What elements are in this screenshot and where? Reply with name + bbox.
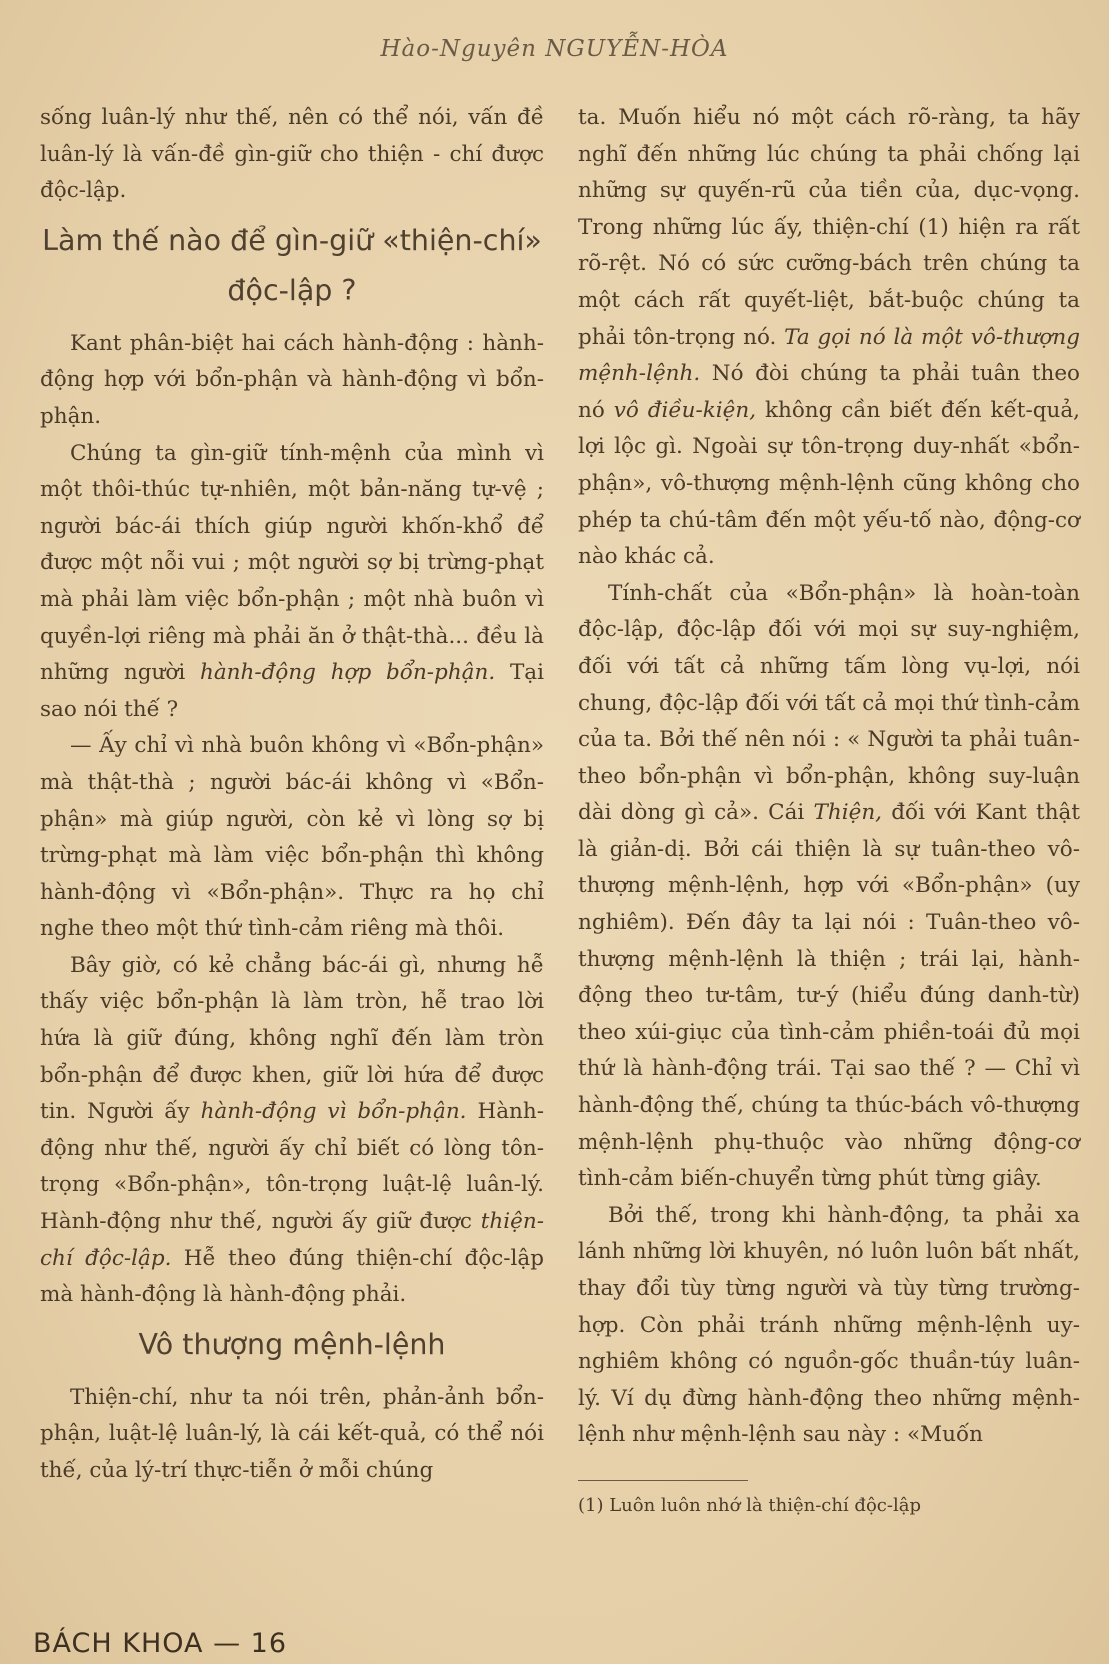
emphasis-text: vô điều-kiện, bbox=[613, 397, 757, 423]
text-run: Bây giờ, có kẻ chẳng bác-ái gì, nhưng hễ thấy việc bổn-phận là làm tròn, hễ trao lời hứa là giữ đúng, không nghĩ đến làm tròn bổn-phận để được khen, giữ lời hứa để được tin. Người ấy bbox=[40, 952, 544, 1125]
emphasis-text: thiện-chí độc-lập. bbox=[40, 1209, 544, 1271]
text-run: không cần biết đến kết-quả, lợi lộc gì. Ngoài sự tôn-trọng duy-nhất «bổn-phận», vô-thượng mệnh-lệnh cũng không cho phép ta chú-tâm đến một yếu-tố nào, động-cơ nào khác cả. bbox=[578, 397, 1080, 570]
text-run: Tính-chất của «Bổn-phận» là hoàn-toàn độc-lập, độc-lập đối với mọi sự suy-nghiệm, đối với tất cả những tấm lòng vụ-lợi, nói chung, độc-lập đối với tất cả mọi thứ tình-cảm của ta. Bởi thế nên nói : « Người ta phải tuân-theo bổn-phận vì bổn-phận, không suy-luận dài dòng gì cả». Cái bbox=[578, 580, 1080, 826]
emphasis-text: Ta gọi nó là một vô-thượng mệnh-lệnh. bbox=[578, 324, 1080, 387]
page-folio: BÁCH KHOA — 16 bbox=[33, 1628, 288, 1659]
text-run: ta. Muốn hiểu nó một cách rõ-ràng, ta hãy nghĩ đến những lúc chúng ta phải chống lại những sự quyến-rũ của tiền của, dục-vọng. Trong những lúc ấy, thiện-chí (1) hiện ra rất rõ-rệt. Nó có sức cưỡng-bách trên chúng ta một cách rất quyết-liệt, bắt-buộc chúng ta phải tôn-trọng nó. bbox=[578, 105, 1080, 350]
text-run: Hành-động như thế, người ấy chỉ biết có lòng tôn-trọng «Bổn-phận», tôn-trọng luật-lệ luân-lý. Hành-động như thế, người ấy giữ được bbox=[40, 1099, 544, 1235]
text-run: Tại sao nói thế ? bbox=[40, 660, 544, 722]
paragraph-chung-ta bbox=[40, 436, 544, 729]
section-heading-1: Làm thế nào để gìn-giữ «thiện-chí» độc-lập ? bbox=[42, 223, 542, 307]
emphasis-text: hành-động hợp bổn-phận. bbox=[199, 660, 496, 686]
paragraph-tinh-chat bbox=[578, 576, 1080, 1198]
paragraph-bay-gio bbox=[40, 948, 544, 1314]
text-run: Nó đòi chúng ta phải tuân theo nó bbox=[578, 361, 1080, 423]
paragraph-kant: Kant phân-biệt hai cách hành-động : hành-động hợp với bổn-phận và hành-động vì bổn-phận. bbox=[40, 330, 544, 429]
running-head: Hào-Nguyên NGUYỄN-HÒA bbox=[380, 36, 729, 62]
text-run: Hễ theo đúng thiện-chí độc-lập mà hành-động là hành-động phải. bbox=[40, 1245, 545, 1308]
paragraph-boi-the: Bởi thế, trong khi hành-động, ta phải xa lánh những lời khuyên, nó luôn luôn bất nhất, thay đổi tùy từng người và tùy từng trường-hợp. Còn phải tránh những mệnh-lệnh uy-nghiêm không có nguồn-gốc thuần-túy luân-lý. Ví dụ đừng hành-động theo những mệnh-lệnh như mệnh-lệnh sau này : «Muốn bbox=[578, 1202, 1080, 1448]
section-heading-2: Vô thượng mệnh-lệnh bbox=[138, 1327, 446, 1361]
paragraph-ay: — Ấy chỉ vì nhà buôn không vì «Bổn-phận» mà thật-thà ; người bác-ái không vì «Bổn-phận» mà giúp người, còn kẻ vì lòng sợ bị trừng-phạt mà làm việc bổn-phận thì không hành-động vì «Bổn-phận». Thực ra họ chỉ nghe theo một thứ tình-cảm riêng mà thôi. bbox=[40, 733, 544, 942]
footnote-rule bbox=[578, 1480, 748, 1481]
paragraph-intro: sống luân-lý như thế, nên có thể nói, vấn đề luân-lý là vấn-đề gìn-giữ cho thiện - chí được độc-lập. bbox=[40, 105, 544, 204]
paragraph-ta bbox=[578, 100, 1080, 576]
paragraph-thien-chi: Thiện-chí, như ta nói trên, phản-ảnh bổn-phận, luật-lệ luân-lý, là cái kết-quả, có thể nói thế, của lý-trí thực-tiễn ở mỗi chúng bbox=[40, 1384, 544, 1483]
right-column bbox=[578, 100, 1080, 1521]
text-run: Chúng ta gìn-giữ tính-mệnh của mình vì một thôi-thúc tự-nhiên, một bản-năng tự-vệ ; người bác-ái thích giúp người khốn-khổ để được một nỗi vui ; một người sợ bị trừng-phạt mà phải làm việc bổn-phận ; một nhà buôn vì quyền-lợi riêng mà phải ăn ở thật-thà... đều là những người bbox=[40, 440, 544, 686]
left-column bbox=[40, 100, 544, 1490]
text-run: đối với Kant thật là giản-dị. Bởi cái thiện là sự tuân-theo vô-thượng mệnh-lệnh, hợp với «Bổn-phận» (uy nghiêm). Đến đây ta lại nói : Tuân-theo vô-thượng mệnh-lệnh là thiện ; trái lại, hành-động theo tư-tâm, tư-ý (hiểu đúng danh-từ) theo xúi-giục của tình-cảm phiền-toái đủ mọi thứ là hành-động trái. Tại sao thế ? — Chỉ vì hành-động thế, chúng ta thúc-bách vô-thượng mệnh-lệnh phụ-thuộc vào những động-cơ tình-cảm biến-chuyển từng phút từng giây. bbox=[578, 800, 1080, 1192]
emphasis-text: Thiện, bbox=[813, 800, 883, 826]
emphasis-text: hành-động vì bổn-phận. bbox=[200, 1099, 467, 1125]
footnote: (1) Luôn luôn nhớ là thiện-chí độc-lập bbox=[578, 1494, 921, 1516]
